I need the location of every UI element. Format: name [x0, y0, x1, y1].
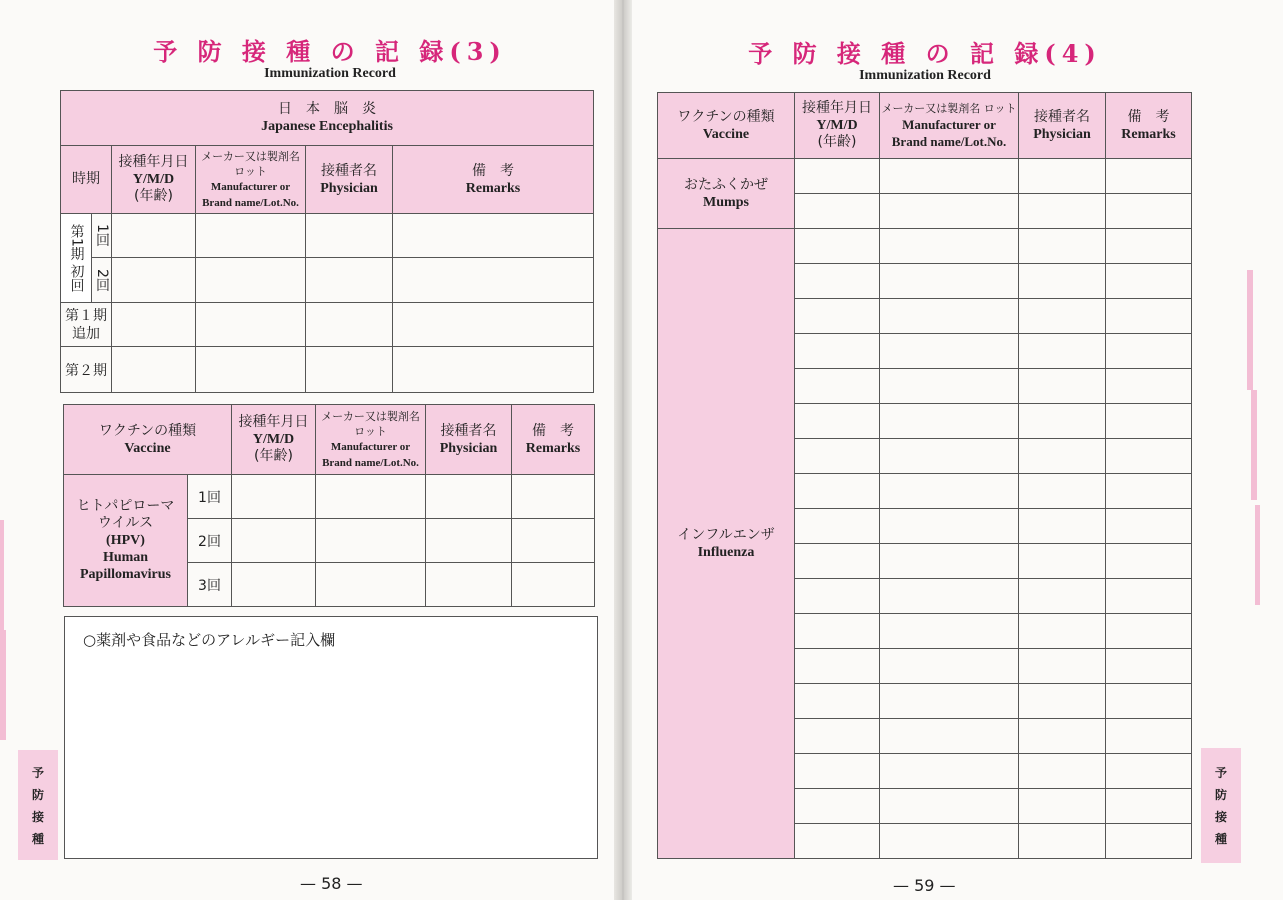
flu-dose-maker[interactable]	[880, 404, 1019, 439]
je-booster-remarks[interactable]	[393, 303, 594, 347]
flu-dose-remarks[interactable]	[1106, 649, 1192, 684]
flu-dose-physician[interactable]	[1019, 369, 1106, 404]
flu-dose-date[interactable]	[795, 614, 880, 649]
je-dose2-date[interactable]	[112, 258, 196, 303]
flu-dose-date[interactable]	[795, 684, 880, 719]
flu-dose-remarks[interactable]	[1106, 824, 1192, 859]
mumps-influenza-table	[657, 92, 1192, 859]
flu-dose-maker[interactable]	[880, 474, 1019, 509]
flu-dose-remarks[interactable]	[1106, 334, 1192, 369]
je-col-maker: メーカー又は製剤名 ロット Manufacturer or Brand name/Lot.No.	[196, 146, 306, 214]
edge-mark	[1255, 505, 1260, 605]
je-dose2-remarks[interactable]	[393, 258, 594, 303]
flu-dose-maker[interactable]	[880, 754, 1019, 789]
je-dose1-remarks[interactable]	[393, 214, 594, 258]
hpv-dose2-label: 2回	[188, 519, 232, 563]
col-maker: メーカー又は製剤名 ロット Manufacturer or Brand name/Lot.No.	[880, 93, 1019, 159]
je-period2-remarks[interactable]	[393, 347, 594, 393]
mumps-label: おたふくかぜ Mumps	[658, 159, 795, 229]
flu-dose-physician[interactable]	[1019, 334, 1106, 369]
mumps-dose-remarks[interactable]	[1106, 159, 1192, 194]
hpv-dose1-date[interactable]	[232, 475, 316, 519]
edge-mark	[0, 630, 6, 740]
je-dose2-physician[interactable]	[306, 258, 393, 303]
flu-dose-maker[interactable]	[880, 299, 1019, 334]
hpv-col-vaccine: ワクチンの種類 Vaccine	[64, 405, 232, 475]
mumps-dose-date[interactable]	[795, 194, 880, 229]
flu-dose-maker[interactable]	[880, 684, 1019, 719]
flu-dose-date[interactable]	[795, 439, 880, 474]
table-row	[658, 229, 1192, 264]
je-period2-physician[interactable]	[306, 347, 393, 393]
flu-dose-date[interactable]	[795, 544, 880, 579]
je-title-en: Japanese Encephalitis	[261, 119, 393, 134]
flu-dose-date[interactable]	[795, 229, 880, 264]
mumps-dose-maker[interactable]	[880, 159, 1019, 194]
side-tab-right: 予 防 接 種	[1201, 748, 1241, 863]
je-booster-date[interactable]	[112, 303, 196, 347]
influenza-label: インフルエンザ Influenza	[658, 229, 795, 859]
flu-dose-maker[interactable]	[880, 824, 1019, 859]
flu-dose-date[interactable]	[795, 299, 880, 334]
flu-dose-maker[interactable]	[880, 614, 1019, 649]
hpv-vaccine-name: ヒトパピローマ ウイルス (HPV) Human Papillomavirus	[64, 475, 188, 607]
flu-dose-physician[interactable]	[1019, 649, 1106, 684]
table-row	[658, 159, 1192, 194]
flu-dose-date[interactable]	[795, 754, 880, 789]
mumps-dose-remarks[interactable]	[1106, 194, 1192, 229]
flu-dose-maker[interactable]	[880, 544, 1019, 579]
allergy-notes-box[interactable]	[64, 616, 598, 859]
flu-dose-date[interactable]	[795, 334, 880, 369]
hpv-col-maker: メーカー又は製剤名 ロット Manufacturer or Brand name/Lot.No.	[316, 405, 426, 475]
hpv-col-physician: 接種者名 Physician	[426, 405, 512, 475]
flu-dose-date[interactable]	[795, 264, 880, 299]
je-booster-maker[interactable]	[196, 303, 306, 347]
hpv-dose2-physician[interactable]	[426, 519, 512, 563]
je-col-period: 時期	[61, 146, 112, 214]
flu-dose-maker[interactable]	[880, 229, 1019, 264]
flu-dose-remarks[interactable]	[1106, 579, 1192, 614]
hpv-dose3-remarks[interactable]	[512, 563, 595, 607]
page-title-left: 予 防 接 種 の 記 録(3)	[153, 37, 507, 66]
col-remarks: 備 考 Remarks	[1106, 93, 1192, 159]
flu-dose-remarks[interactable]	[1106, 509, 1192, 544]
flu-dose-physician[interactable]	[1019, 299, 1106, 334]
table-row	[64, 475, 595, 519]
flu-dose-date[interactable]	[795, 404, 880, 439]
flu-dose-maker[interactable]	[880, 264, 1019, 299]
je-dose2-label: 2回	[92, 258, 112, 303]
je-period1-label: 第1期 初回	[61, 214, 92, 303]
page-subtitle-left: Immunization Record	[264, 66, 396, 81]
mumps-dose-physician[interactable]	[1019, 159, 1106, 194]
col-date: 接種年月日 Y/M/D (年齢)	[795, 93, 880, 159]
je-period2-label: 第２期	[61, 347, 112, 393]
table-row	[61, 303, 594, 347]
flu-dose-physician[interactable]	[1019, 229, 1106, 264]
flu-dose-remarks[interactable]	[1106, 614, 1192, 649]
flu-dose-date[interactable]	[795, 719, 880, 754]
page-subtitle-right: Immunization Record	[859, 68, 991, 83]
edge-mark	[1247, 270, 1253, 390]
flu-dose-physician[interactable]	[1019, 509, 1106, 544]
flu-dose-maker[interactable]	[880, 369, 1019, 404]
mumps-dose-physician[interactable]	[1019, 194, 1106, 229]
flu-dose-physician[interactable]	[1019, 474, 1106, 509]
hpv-col-remarks: 備 考 Remarks	[512, 405, 595, 475]
table-row	[61, 214, 594, 258]
flu-dose-maker[interactable]	[880, 439, 1019, 474]
allergy-notes-label: ○薬剤や食品などのアレルギー記入欄	[83, 631, 336, 649]
flu-dose-date[interactable]	[795, 579, 880, 614]
hpv-dose1-maker[interactable]	[316, 475, 426, 519]
hpv-dose3-label: 3回	[188, 563, 232, 607]
je-dose1-maker[interactable]	[196, 214, 306, 258]
col-vaccine: ワクチンの種類 Vaccine	[658, 93, 795, 159]
flu-dose-maker[interactable]	[880, 509, 1019, 544]
je-booster-physician[interactable]	[306, 303, 393, 347]
japanese-encephalitis-table	[60, 90, 594, 393]
flu-dose-maker[interactable]	[880, 334, 1019, 369]
hpv-dose1-physician[interactable]	[426, 475, 512, 519]
flu-dose-date[interactable]	[795, 789, 880, 824]
flu-dose-physician[interactable]	[1019, 824, 1106, 859]
flu-dose-physician[interactable]	[1019, 754, 1106, 789]
flu-dose-remarks[interactable]	[1106, 474, 1192, 509]
flu-dose-remarks[interactable]	[1106, 719, 1192, 754]
flu-dose-date[interactable]	[795, 509, 880, 544]
mumps-dose-date[interactable]	[795, 159, 880, 194]
flu-dose-physician[interactable]	[1019, 404, 1106, 439]
flu-dose-maker[interactable]	[880, 649, 1019, 684]
flu-dose-remarks[interactable]	[1106, 544, 1192, 579]
hpv-dose2-maker[interactable]	[316, 519, 426, 563]
hpv-dose3-date[interactable]	[232, 563, 316, 607]
flu-dose-remarks[interactable]	[1106, 439, 1192, 474]
page-number-right: — 59 —	[893, 876, 956, 895]
table-row	[61, 258, 594, 303]
hpv-dose2-remarks[interactable]	[512, 519, 595, 563]
hpv-dose1-label: 1回	[188, 475, 232, 519]
flu-dose-date[interactable]	[795, 369, 880, 404]
je-dose1-physician[interactable]	[306, 214, 393, 258]
book-gutter	[614, 0, 632, 900]
flu-dose-date[interactable]	[795, 474, 880, 509]
flu-dose-date[interactable]	[795, 649, 880, 684]
flu-dose-remarks[interactable]	[1106, 264, 1192, 299]
flu-dose-date[interactable]	[795, 824, 880, 859]
hpv-dose3-physician[interactable]	[426, 563, 512, 607]
page-title-right: 予 防 接 種 の 記 録(4)	[748, 39, 1102, 68]
hpv-dose3-maker[interactable]	[316, 563, 426, 607]
flu-dose-remarks[interactable]	[1106, 369, 1192, 404]
flu-dose-physician[interactable]	[1019, 544, 1106, 579]
col-physician: 接種者名 Physician	[1019, 93, 1106, 159]
flu-dose-physician[interactable]	[1019, 439, 1106, 474]
flu-dose-remarks[interactable]	[1106, 299, 1192, 334]
flu-dose-maker[interactable]	[880, 579, 1019, 614]
flu-dose-physician[interactable]	[1019, 614, 1106, 649]
flu-dose-maker[interactable]	[880, 719, 1019, 754]
je-booster-label: 第１期追加	[61, 303, 112, 347]
table-row	[61, 347, 594, 393]
je-title-jp: 日 本 脳 炎	[278, 101, 376, 117]
side-tab-left: 予 防 接 種	[18, 750, 58, 860]
flu-dose-maker[interactable]	[880, 789, 1019, 824]
je-col-remarks: 備 考 Remarks	[393, 146, 594, 214]
je-dose1-label: 1回	[92, 214, 112, 258]
je-col-physician: 接種者名 Physician	[306, 146, 393, 214]
mumps-dose-maker[interactable]	[880, 194, 1019, 229]
hpv-dose2-date[interactable]	[232, 519, 316, 563]
je-col-date: 接種年月日 Y/M/D (年齢)	[112, 146, 196, 214]
hpv-table	[63, 404, 595, 607]
hpv-dose1-remarks[interactable]	[512, 475, 595, 519]
flu-dose-remarks[interactable]	[1106, 684, 1192, 719]
flu-dose-remarks[interactable]	[1106, 789, 1192, 824]
flu-dose-remarks[interactable]	[1106, 404, 1192, 439]
page-number-left: — 58 —	[300, 874, 363, 893]
je-period2-maker[interactable]	[196, 347, 306, 393]
edge-mark	[1251, 390, 1257, 500]
je-period2-date[interactable]	[112, 347, 196, 393]
flu-dose-physician[interactable]	[1019, 789, 1106, 824]
je-dose1-date[interactable]	[112, 214, 196, 258]
hpv-col-date: 接種年月日 Y/M/D (年齢)	[232, 405, 316, 475]
flu-dose-remarks[interactable]	[1106, 229, 1192, 264]
je-title-cell	[61, 91, 594, 146]
flu-dose-physician[interactable]	[1019, 264, 1106, 299]
flu-dose-physician[interactable]	[1019, 719, 1106, 754]
flu-dose-physician[interactable]	[1019, 684, 1106, 719]
je-dose2-maker[interactable]	[196, 258, 306, 303]
flu-dose-remarks[interactable]	[1106, 754, 1192, 789]
flu-dose-physician[interactable]	[1019, 579, 1106, 614]
edge-mark	[0, 520, 4, 640]
